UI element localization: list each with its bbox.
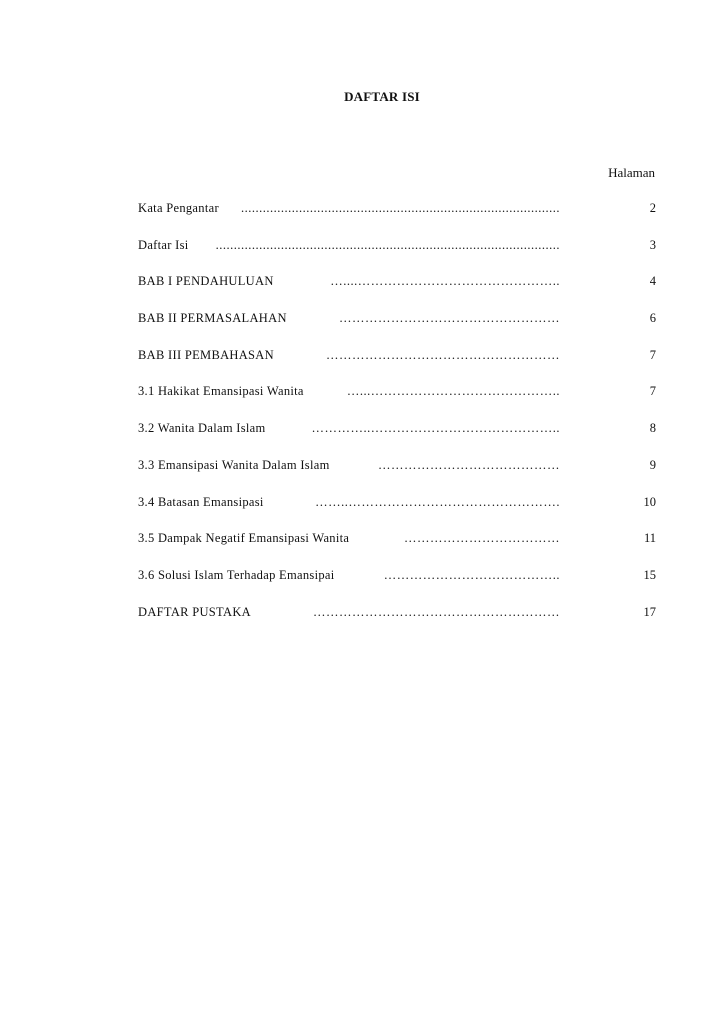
toc-entry-page: 4 — [649, 274, 656, 289]
toc-entry-page: 10 — [643, 494, 656, 509]
toc-entry — [138, 274, 656, 311]
toc-entry-label: 3.5 Dampak Negatif Emansipasi Wanita — [138, 531, 350, 546]
toc-entry-page: 15 — [643, 567, 656, 582]
toc-entry — [138, 421, 656, 458]
toc-entry — [138, 311, 656, 348]
toc-entry-leader: ………………………………….. — [383, 567, 560, 582]
toc-entry — [138, 238, 656, 275]
toc-entry-label: Kata Pengantar — [138, 201, 219, 215]
toc-entry-leader: ............................................................................................... — [215, 237, 560, 252]
toc-entry — [138, 531, 656, 568]
toc-entry-page: 7 — [649, 384, 656, 399]
toc-entry-page: 8 — [649, 421, 656, 436]
toc-entry-leader: ……………………………………………… — [326, 347, 560, 362]
table-of-contents — [138, 201, 656, 641]
toc-entry-leader: …………..…………………………………….. — [311, 421, 560, 436]
toc-entry-page: 6 — [649, 311, 656, 326]
toc-entry — [138, 384, 656, 421]
toc-entry-leader: …...…………………………………….. — [346, 384, 560, 399]
toc-entry — [138, 201, 656, 238]
toc-entry-leader: …………………………………………… — [339, 311, 560, 326]
toc-entry-page: 3 — [649, 237, 656, 252]
toc-entry — [138, 495, 656, 532]
toc-entry-label: BAB II PERMASALAHAN — [138, 311, 287, 326]
toc-entry-label: DAFTAR PUSTAKA — [138, 604, 251, 619]
toc-entry-leader: ………………………………………………… — [313, 604, 560, 619]
page-column-header: Halaman — [608, 165, 655, 180]
toc-entry — [138, 348, 656, 385]
toc-entry-label: BAB I PENDAHULUAN — [138, 274, 274, 289]
toc-entry-page: 17 — [643, 604, 656, 619]
toc-entry-label: 3.2 Wanita Dalam Islam — [138, 421, 266, 436]
toc-entry-page: 11 — [643, 531, 656, 546]
toc-entry-leader: …………………………………… — [378, 457, 560, 472]
toc-entry-label: Daftar Isi — [138, 237, 189, 252]
page-title: DAFTAR ISI — [344, 89, 420, 104]
toc-entry-label: 3.1 Hakikat Emansipasi Wanita — [138, 384, 304, 399]
toc-entry — [138, 605, 656, 642]
toc-entry-page: 7 — [649, 347, 656, 362]
toc-entry-page: 2 — [649, 201, 656, 215]
toc-entry-label: 3.4 Batasan Emansipasi — [138, 494, 264, 509]
toc-entry-label: 3.3 Emansipasi Wanita Dalam Islam — [138, 457, 330, 472]
toc-entry-leader: ........................................................................................ — [241, 201, 560, 215]
toc-entry — [138, 568, 656, 605]
toc-entry-label: BAB III PEMBAHASAN — [138, 347, 274, 362]
toc-entry-page: 9 — [649, 457, 656, 472]
toc-entry-leader: …....……………………………………….. — [330, 274, 560, 289]
toc-entry-leader: ……………………………… — [404, 531, 560, 546]
toc-entry-leader: ……..…………………………………………. — [315, 494, 560, 509]
toc-entry — [138, 458, 656, 495]
toc-entry-label: 3.6 Solusi Islam Terhadap Emansipai — [138, 567, 335, 582]
